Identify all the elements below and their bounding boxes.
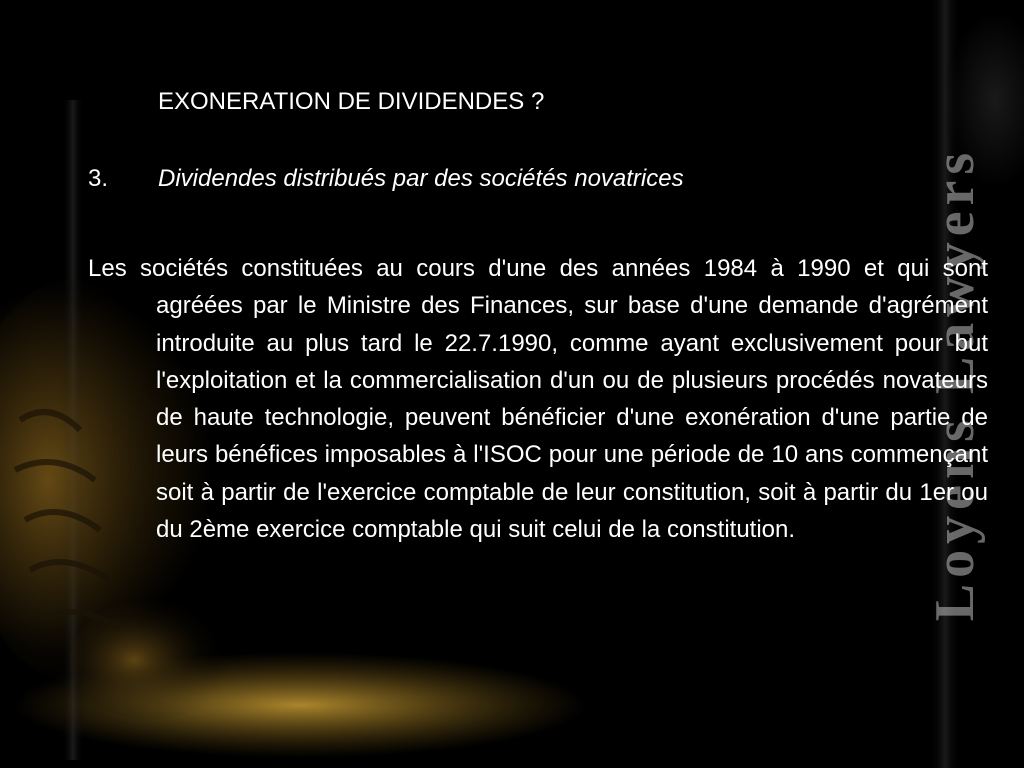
logo-watermark: Loyens Lawyers xyxy=(924,146,986,622)
section-heading xyxy=(88,163,684,195)
section-heading-text: Dividendes distribués par des sociétés novatrices xyxy=(158,165,684,192)
slide-title: EXONERATION DE DIVIDENDES ? xyxy=(158,88,545,115)
section-number: 3. xyxy=(88,165,109,192)
body-paragraph: Les sociétés constituées au cours d'une des années 1984 à 1990 et qui sont agréées par le Ministre des Finances, sur base d'une demande d'agrément introduite au plus tard le 22.7.1990, comme ayant exclusivement pour but l'exploitation et la commercialisation d'un ou de plusieurs procédés novateurs de haute technologie, peuvent bénéficier d'une exonération d'une partie de leurs bénéfices imposables à l'ISOC pour une période de 10 ans commençant soit à partir de l'exercice comptable de leur constitution, soit à partir du 1er ou du 2ème exercice comptable qui suit celui de la constitution. xyxy=(88,255,988,544)
